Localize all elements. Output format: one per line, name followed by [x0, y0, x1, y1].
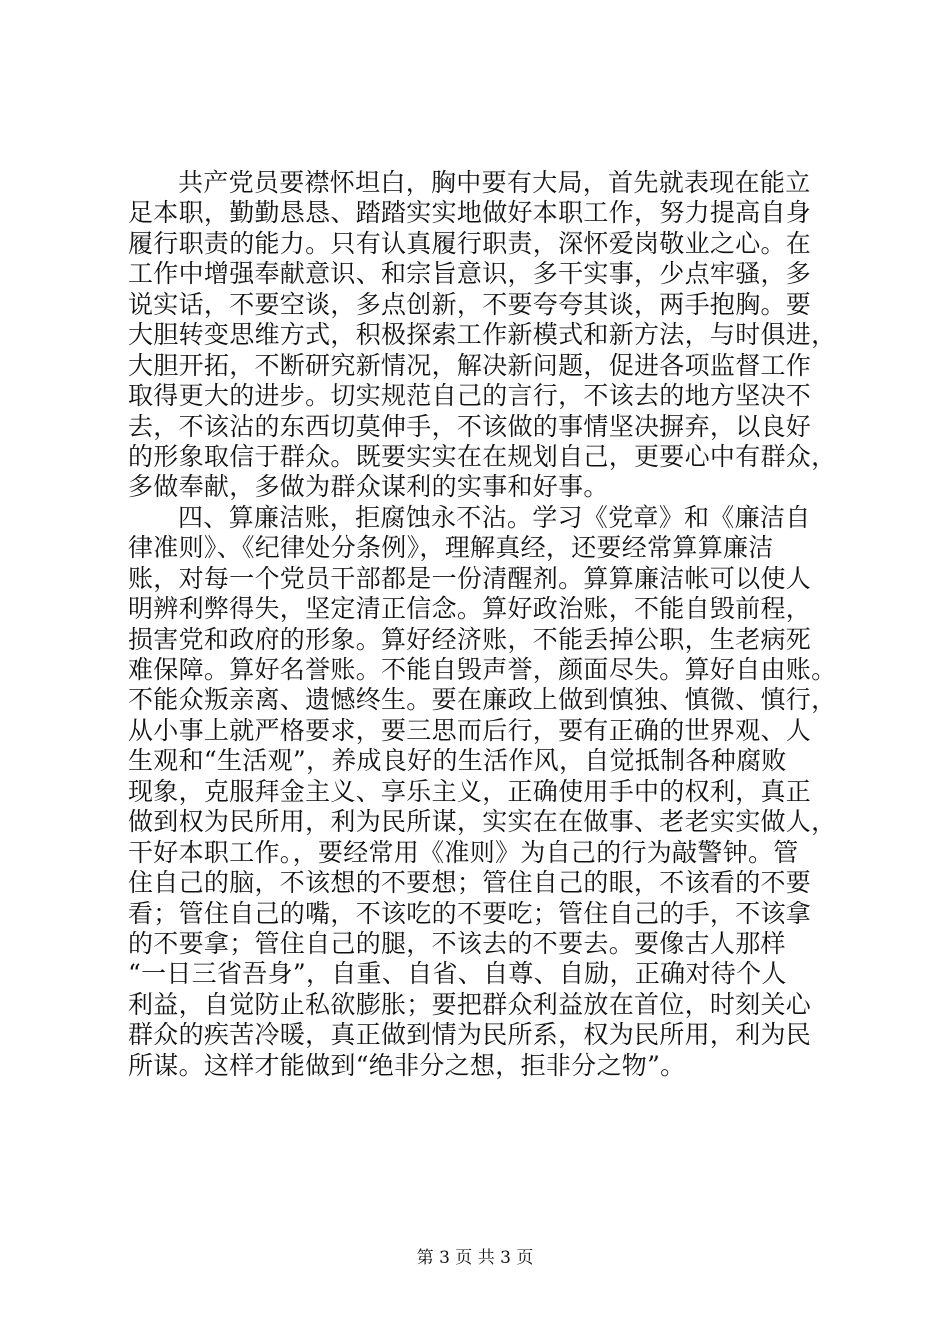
- text-line: 的形象取信于群众。既要实实在在规划自己，更要心中有群众，: [128, 441, 837, 471]
- text-line: 履行职责的能力。只有认真履行职责，深怀爱岗敬业之心。在: [128, 228, 812, 258]
- text-line: 说实话，不要空谈，多点创新，不要夸夸其谈，两手抱胸。要: [128, 289, 812, 319]
- text-line: 所谋。这样才能做到“绝非分之想，拒非分之物”。: [128, 1050, 686, 1080]
- text-line: “一日三省吾身”，自重、自省、自尊、自励，正确对待个人: [128, 959, 787, 989]
- text-line: 共产党员要襟怀坦白，胸中要有大局，首先就表现在能立: [178, 168, 811, 197]
- text-line: 生观和“生活观”，养成良好的生活作风，自觉抵制各种腐败: [128, 746, 787, 776]
- text-line: 做到权为民所用，利为民所谋，实实在在做事、老老实实做人，: [128, 807, 837, 837]
- text-line: 明辨利弊得失，坚定清正信念。算好政治账，不能自毁前程，: [128, 594, 812, 624]
- text-line: 群众的疾苦冷暖，真正做到情为民所系，权为民所用，利为民: [128, 1020, 812, 1050]
- text-line: 律准则》、《纪律处分条例》，理解真经，还要经常算算廉洁: [128, 533, 774, 563]
- text-line: 足本职，勤勤恳恳、踏踏实实地做好本职工作，努力提高自身: [128, 198, 812, 228]
- text-line: 利益，自觉防止私欲膨胀；要把群众利益放在首位，时刻关心: [128, 989, 812, 1019]
- text-line: 损害党和政府的形象。算好经济账，不能丢掉公职，生老病死: [128, 624, 812, 654]
- text-line: 从小事上就严格要求，要三思而后行，要有正确的世界观、人: [128, 715, 812, 745]
- text-line: 干好本职工作。，要经常用《准则》为自己的行为敲警钟。管: [128, 837, 799, 867]
- text-line: 大胆转变思维方式，积极探索工作新模式和新方法，与时俱进，: [128, 320, 837, 350]
- text-line: 的不要拿；管住自己的腿，不该去的不要去。要像古人那样: [128, 928, 786, 958]
- text-line: 看；管住自己的嘴，不该吃的不要吃；管住自己的手，不该拿: [128, 898, 812, 928]
- text-line: 工作中增强奉献意识、和宗旨意识，多干实事，少点牢骚，多: [128, 259, 812, 289]
- document-body: [128, 168, 860, 1081]
- text-line: 去，不该沾的东西切莫伸手，不该做的事情坚决摒弃，以良好: [128, 411, 812, 441]
- text-line: 取得更大的进步。切实规范自己的言行，不该去的地方坚决不: [128, 381, 812, 411]
- text-line: 住自己的脑，不该想的不要想；管住自己的眼，不该看的不要: [128, 868, 812, 898]
- text-line: 不能众叛亲离、遗憾终生。要在廉政上做到慎独、慎微、慎行，: [128, 685, 837, 715]
- text-line: 现象，克服拜金主义、享乐主义，正确使用手中的权利，真正: [128, 776, 812, 806]
- text-line: 四、算廉洁账，拒腐蚀永不沾。学习《党章》和《廉洁自: [178, 502, 811, 532]
- text-line: 大胆开拓，不断研究新情况，解决新问题，促进各项监督工作: [128, 350, 812, 380]
- text-line: 账，对每一个党员干部都是一份清醒剂。算算廉洁帐可以使人: [128, 563, 812, 593]
- text-line: 多做奉献，多做为群众谋利的实事和好事。: [128, 472, 609, 502]
- text-line: 难保障。算好名誉账。不能自毁声誉，颜面尽失。算好自由账。: [128, 655, 837, 684]
- page-number-footer: 第 3 页 共 3 页: [416, 1248, 534, 1268]
